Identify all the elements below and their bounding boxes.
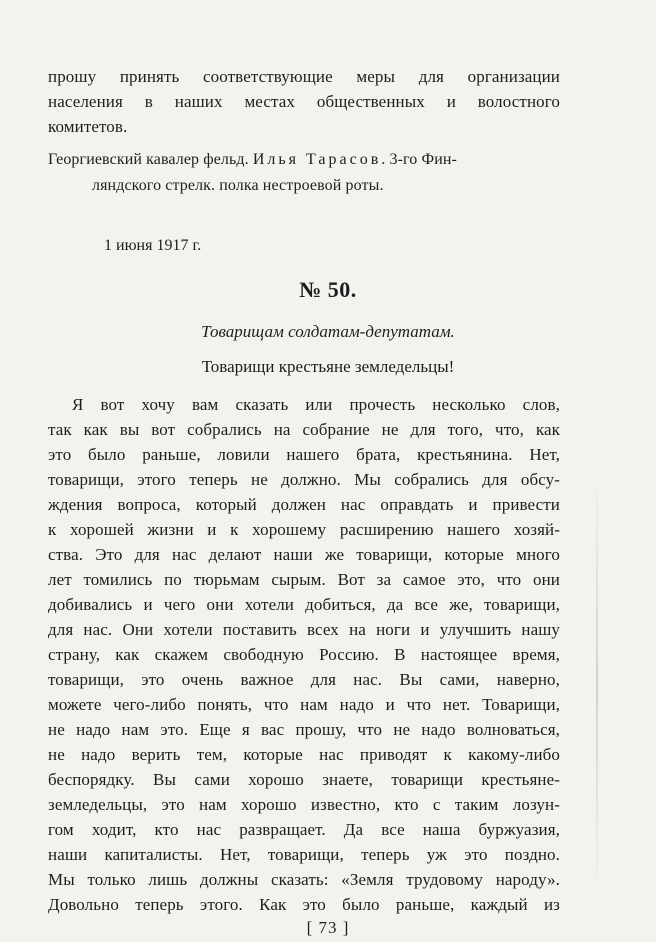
body-line: к хорошей жизни и к хорошему расширению нашего хозяй-	[48, 520, 560, 539]
body-line: беспорядку. Вы сами хорошо знаете, товарищи крестьяне-	[48, 770, 560, 789]
document-date: 1 июня 1917 г.	[104, 237, 202, 254]
body-line: добивались и чего они хотели добиться, да все же, товарищи,	[48, 595, 560, 614]
body-line: для нас. Они хотели поставить всех на ноги и улучшить нашу	[48, 620, 560, 639]
page-edge-shadow	[596, 470, 598, 900]
body-line: лет томились по тюрьмам сырым. Вот за самое это, что они	[48, 570, 560, 589]
body-line: не надо верить тем, которые нас приводят к какому-либо	[48, 745, 560, 764]
body-line: гом ходит, кто нас развращает. Да все наша буржуазия,	[48, 820, 560, 839]
signature-regiment-start: . 3-го Фин-	[381, 151, 457, 168]
body-line: ждения вопроса, который должен нас оправдать и привести	[48, 495, 560, 514]
address-line: Товарищам солдатам-депутатам.	[201, 322, 455, 341]
signature-rank: Георгиевский кавалер фельд.	[48, 151, 249, 168]
signature-name: Илья Тарасов	[252, 151, 382, 168]
body-line: Мы только лишь должны сказать: «Земля трудовому народу».	[48, 870, 560, 889]
body-line: наши капиталисты. Нет, товарищи, теперь уж это поздно.	[48, 845, 560, 864]
body-line: Довольно теперь этого. Как это было раньше, каждый из	[48, 895, 560, 914]
signature-line-2: ляндского стрелк. полка нестроевой роты.	[92, 177, 384, 194]
body-line: страну, как скажем свободную Россию. В настоящее время,	[48, 645, 560, 664]
body-line: Я вот хочу вам сказать или прочесть несколько слов,	[72, 395, 560, 414]
body-line: товарищи, этого теперь не должно. Мы собрались для обсу-	[48, 470, 560, 489]
body-line: так как вы вот собрались на собрание не для того, что, как	[48, 420, 560, 439]
page-number: [ 73 ]	[306, 918, 350, 937]
body-line: это было раньше, ловили нашего брата, крестьянина. Нет,	[48, 445, 560, 464]
body-line: не надо нам это. Еще я вас прошу, что не надо волноваться,	[48, 720, 560, 739]
top-paragraph-line-2: населения в наших местах общественных и волостного	[48, 92, 560, 111]
signature-line-1	[48, 152, 560, 168]
top-paragraph-line-1: прошу принять соответствующие меры для организации	[48, 67, 560, 86]
greeting-line: Товарищи крестьяне земледельцы!	[201, 357, 455, 376]
top-paragraph-line-3: комитетов.	[48, 117, 128, 136]
body-line: ства. Это для нас делают наши же товарищи, которые много	[48, 545, 560, 564]
body-line: можете чего-либо понять, что нам надо и что нет. Товарищи,	[48, 695, 560, 714]
body-line: земледельцы, это нам хорошо известно, кто с таким лозун-	[48, 795, 560, 814]
document-number: № 50.	[299, 277, 357, 302]
body-line: товарищи, это очень важное для нас. Вы сами, наверно,	[48, 670, 560, 689]
